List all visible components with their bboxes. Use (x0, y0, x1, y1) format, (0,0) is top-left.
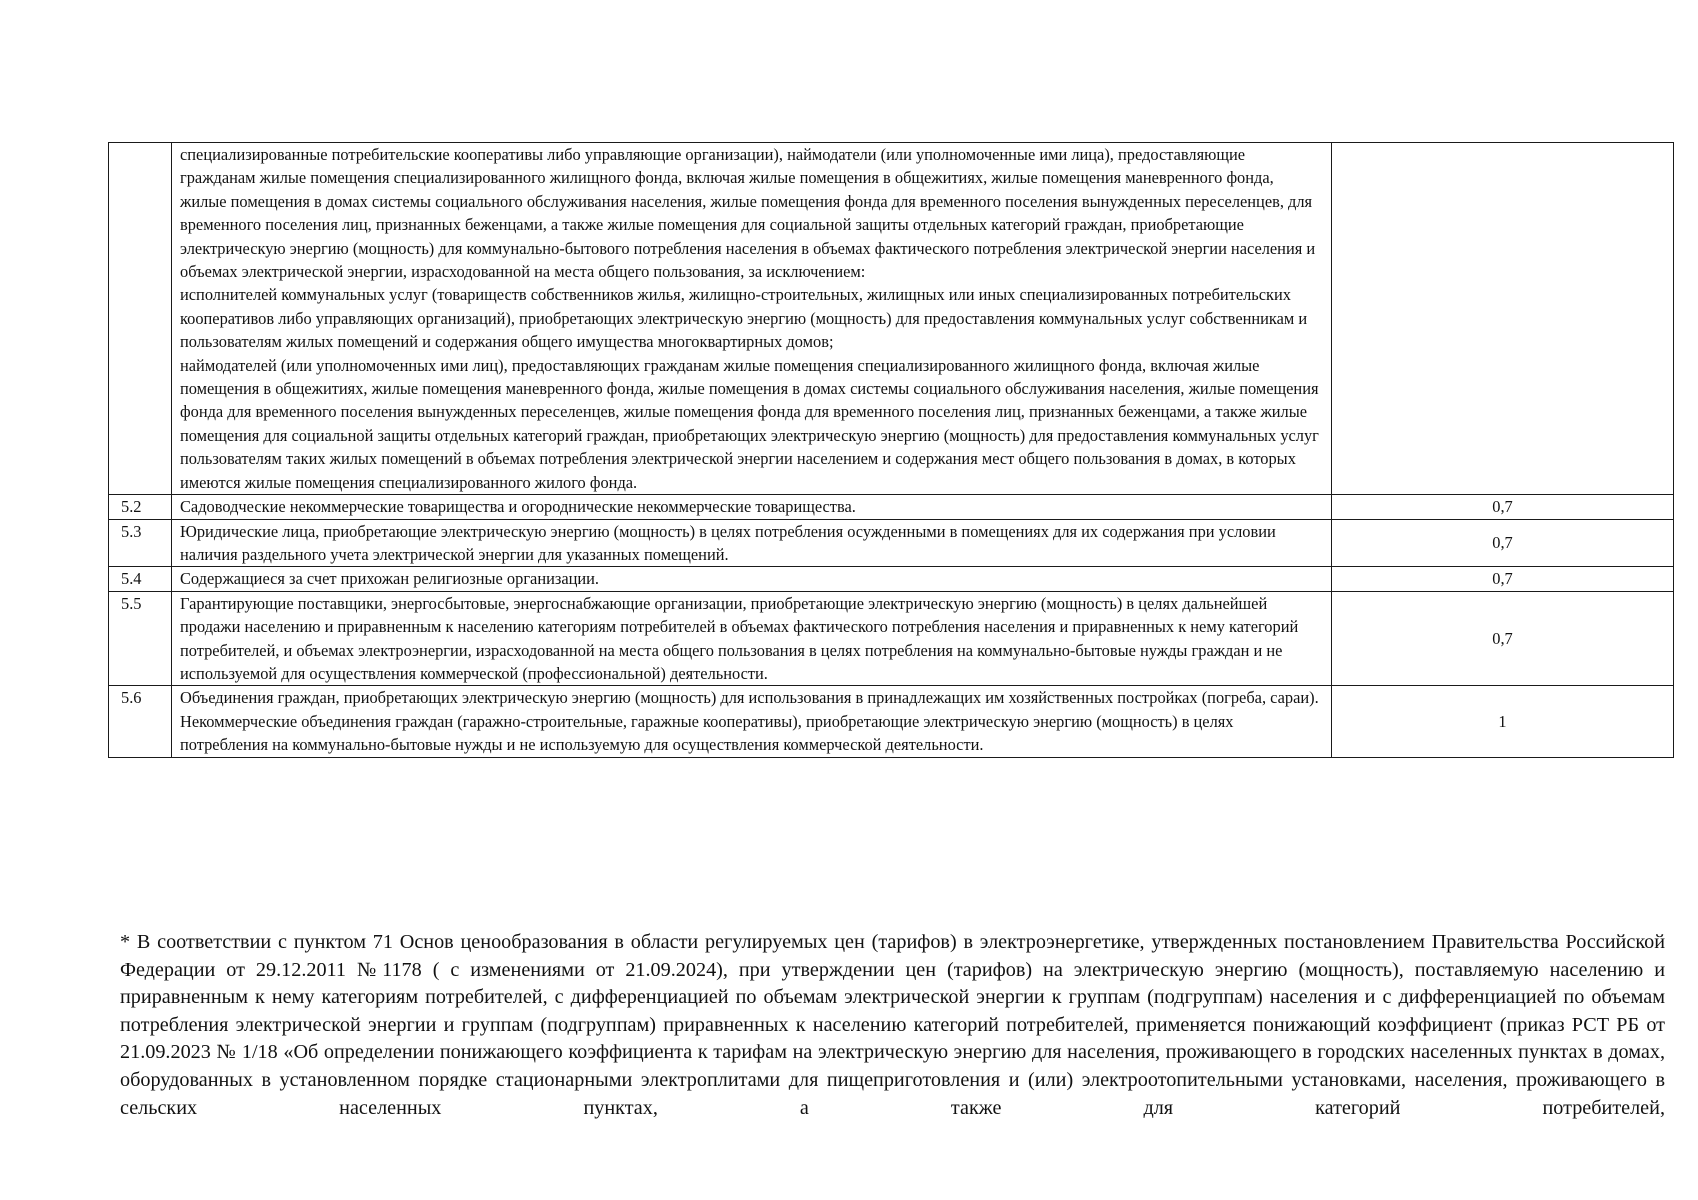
row-coefficient: 0,7 (1332, 495, 1674, 519)
table-row (109, 519, 1674, 567)
table-row (109, 567, 1674, 591)
row-description (172, 495, 1332, 519)
row-paragraph: наймодателей (или уполномоченных ими лиц), предоставляющих гражданам жилые помещения специализированного жилищного фонда, включая жилые помещения в общежитиях, жилые помещения маневренного фонда, жилые помещения в домах системы социального обслуживания населения, жилые помещения фонда для временного поселения вынужденных переселенцев, жилые помещения фонда для временного поселения лиц, признанных беженцами, а также жилые помещения для социальной защиты отдельных категорий граждан, приобретающих электрическую энергию (мощность) для предоставления коммунальных услуг пользователям таких жилых помещений в объемах потребления электрической энергии населением и содержания мест общего пользования в домах, в которых имеются жилые помещения специализированного жилого фонда. (180, 355, 1319, 492)
row-paragraph: Некоммерческие объединения граждан (гаражно-строительные, гаражные кооперативы), приобретающие электрическую энергию (мощность) в целях потребления на коммунально-бытовые нужды и не используемую для осуществления коммерческой деятельности. (180, 711, 1234, 755)
row-number (109, 143, 172, 495)
row-number: 5.4 (109, 567, 172, 591)
row-number: 5.5 (109, 591, 172, 686)
row-coefficient: 0,7 (1332, 519, 1674, 567)
row-paragraph: Содержащиеся за счет прихожан религиозные организации. (180, 569, 600, 589)
row-coefficient: 1 (1332, 686, 1674, 757)
row-description (172, 519, 1332, 567)
row-coefficient: 0,7 (1332, 567, 1674, 591)
row-description (172, 591, 1332, 686)
table-row (109, 143, 1674, 495)
tariff-table (108, 142, 1674, 758)
table-row (109, 591, 1674, 686)
row-description (172, 567, 1332, 591)
row-paragraph: Объединения граждан, приобретающих электрическую энергию (мощность) для использования в принадлежащих им хозяйственных постройках (погреба, сараи). (180, 688, 1319, 708)
row-paragraph: исполнителей коммунальных услуг (товариществ собственников жилья, жилищно-строительных, жилищных или иных специализированных потребительских кооперативов либо управляющих организаций), приобретающих электрическую энергию (мощность) для предоставления коммунальных услуг собственникам и пользователям жилых помещений и содержания общего имущества многоквартирных домов; (180, 285, 1308, 352)
table-row (109, 686, 1674, 757)
row-coefficient: 0,7 (1332, 591, 1674, 686)
row-paragraph: специализированные потребительские кооперативы либо управляющие организации), наймодатели (или уполномоченные ими лица), предоставляющие гражданам жилые помещения специализированного жилищного фонда, включая жилые помещения в общежитиях, жилые помещения маневренного фонда, жилые помещения в домах системы социального обслуживания населения, жилые помещения фонда для временного поселения вынужденных переселенцев, для временного поселения лиц, признанных беженцами, а также жилые помещения для социальной защиты отдельных категорий граждан, приобретающие электрическую энергию (мощность) для коммунально-бытового потребления населения в объемах фактического потребления электрической энергии населения и объемах электрической энергии, израсходованной на места общего пользования, за исключением: (180, 145, 1316, 282)
row-number: 5.6 (109, 686, 172, 757)
row-paragraph: Садоводческие некоммерческие товарищества и огороднические некоммерческие товарищества. (180, 497, 856, 517)
table-row (109, 495, 1674, 519)
footnote-paragraph: * В соответствии с пунктом 71 Основ ценообразования в области регулируемых цен (тарифов) в электроэнергетике, утвержденных постановлением Правительства Российской Федерации от 29.12.2011 №1178 ( с изменениями от 21.09.2024), при утверждении цен (тарифов) на электрическую энергию (мощность), поставляемую населению и приравненным к нему категориям потребителей, с дифференциацией по объемам электрической энергии к группам (подгруппам) населения и с дифференциацией по объемам потребления электрической энергии и группам (подгруппам) приравненных к населению категорий потребителей, применяется понижающий коэффициент (приказ РСТ РБ от 21.09.2023 № 1/18 «Об определении понижающего коэффициента к тарифам на электрическую энергию для населения, проживающего в городских населенных пунктах в домах, оборудованных в установленном порядке стационарными электроплитами для пищеприготовления и (или) электроотопительными установками, населения, проживающего в сельских населенных пунктах, а также для категорий потребителей, (120, 931, 1665, 1119)
row-description (172, 686, 1332, 757)
row-number: 5.2 (109, 495, 172, 519)
row-number: 5.3 (109, 519, 172, 567)
row-paragraph: Юридические лица, приобретающие электрическую энергию (мощность) в целях потребления осужденными в помещениях для их содержания при условии наличия раздельного учета электрической энергии для указанных помещений. (180, 521, 1276, 564)
row-paragraph: Гарантирующие поставщики, энергосбытовые, энергоснабжающие организации, приобретающие электрическую энергию (мощность) в целях дальнейшей продажи населению и приравненным к населению категориям потребителей в объемах фактического потребления населения и приравненных к нему категорий потребителей, и объемах электроэнергии, израсходованной на места общего пользования в целях потребления на коммунально-бытовые нужды граждан и не используемой для осуществления коммерческой (профессиональной) деятельности. (180, 593, 1299, 683)
row-coefficient (1332, 143, 1674, 495)
row-description (172, 143, 1332, 495)
